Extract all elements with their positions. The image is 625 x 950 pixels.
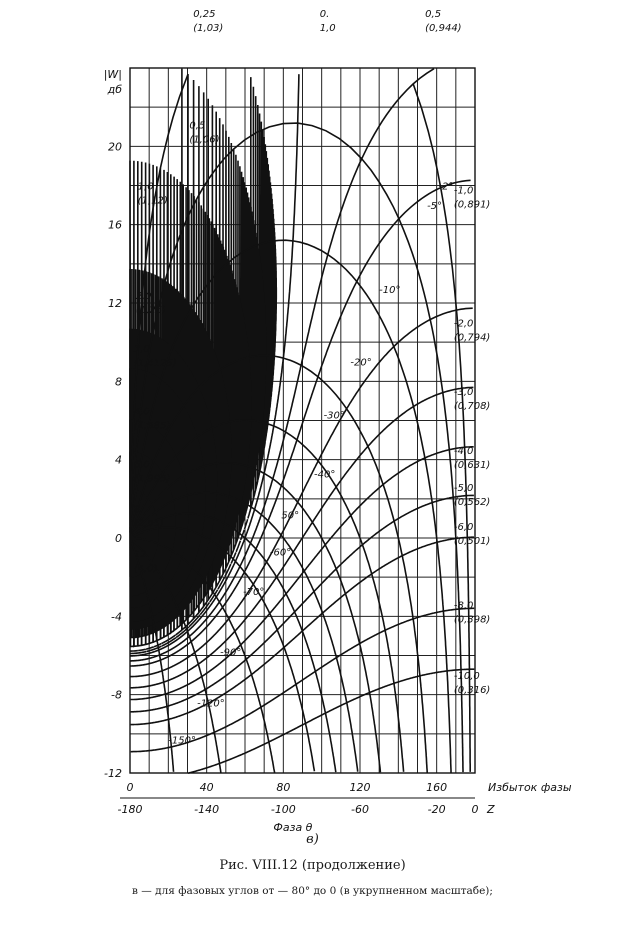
x-phase-tick-label: -140 [194,803,220,816]
magnitude-contour-label: -10,0 [453,671,480,682]
magnitude-contour-label: 8 [133,504,141,516]
phase-contour-label: -70° [243,586,265,598]
magnitude-contour-ratio: (0,316) [453,685,491,696]
magnitude-contour-label: 2,0 [135,291,152,303]
phase-contour-label: -5° [427,201,443,212]
magnitude-contour-label: -8,0 [453,600,474,612]
magnitude-contour-label: -2,0 [453,318,474,330]
x-excess-tick-label: 40 [199,781,214,794]
phase-contour-label: -90° [220,647,242,659]
phase-contour-label: -10° [379,285,401,297]
magnitude-contour-ratio: (0,944) [425,23,462,35]
phase-contour-label: -30° [323,410,345,422]
magnitude-contour-ratio: (1,12) [137,195,168,207]
x-excess-tick-label: 120 [349,781,371,794]
x-phase-tick-label: -20 [427,803,446,816]
figure-title: Рис. VIII.12 (продолжение) [219,858,406,873]
phase-contour-label: -40° [314,469,336,481]
y-axis-title: |W| [103,68,122,81]
magnitude-contour-label: 3,0 [133,343,150,355]
magnitude-contour-ratio: (0,631) [453,459,491,471]
x-phase-tick-label: -100 [270,803,296,816]
y-tick-label: 20 [108,140,122,154]
magnitude-contour-label: 0,25 [193,9,216,21]
magnitude-contour-ratio: 1,0 [319,23,336,35]
magnitude-contour-ratio: (0,398) [453,614,491,626]
phase-contour-label: -120° [197,698,225,710]
magnitude-contour-ratio: (0,891) [453,199,491,211]
x-excess-tick-label: 160 [426,781,448,794]
magnitude-contour-label: -3,0 [453,387,474,399]
magnitude-contour-ratio: (2,51) [133,518,164,530]
phase-contour-label: -150° [168,735,197,747]
magnitude-contour-ratio: (1,995) [133,473,171,485]
magnitude-contour-ratio: (1,03) [193,23,224,35]
magnitude-contour-ratio: (1,26) [135,305,166,317]
y-tick-label: -4 [111,610,122,624]
magnitude-contour-ratio: (1,585) [133,420,171,432]
magnitude-contour-label: 0,5 [425,9,442,21]
magnitude-contour-label: 1,0 [137,181,154,193]
y-tick-label: 0 [115,532,122,545]
magnitude-contour-label: 12 [133,549,147,561]
magnitude-contour-ratio: (0,562) [453,497,491,508]
figure-subtitle: в — для фазовых углов от — 80° до 0 (в укрупненном масштабе); [132,885,493,897]
y-tick-label: 16 [108,218,122,232]
magnitude-contour-ratio: (0,794) [453,332,491,344]
x-phase-tick-label: 0 [471,803,479,816]
magnitude-contour-label: 0. [319,9,330,21]
magnitude-contour-label: 6,0 [133,459,150,471]
magnitude-contour-label: -1,0 [453,185,474,197]
x-phase-axis-title: Фаза θ [273,821,313,834]
magnitude-contour-ratio: (0,708) [453,401,491,413]
magnitude-contour-ratio: (0,501) [453,536,491,548]
y-tick-label: 8 [115,375,122,389]
magnitude-contour-label: 4,0 [133,406,150,418]
magnitude-contour-ratio: (1,4125) [133,357,177,369]
x-excess-tick-label: 0 [126,781,134,794]
phase-contour-label: -60° [269,547,292,559]
z-label: Z [487,803,495,816]
magnitude-contour-label: -6,0 [453,522,474,534]
x-excess-axis-title: Избыток фазы [488,781,572,794]
magnitude-contour-label: 0,5 [189,120,206,132]
magnitude-contour-ratio: (1,06) [189,134,220,146]
y-tick-label: 12 [108,297,122,310]
phase-contour-label: 50° [281,510,300,522]
y-tick-label: 4 [115,453,122,467]
figure-letter: в) [306,832,319,847]
x-phase-tick-label: -60 [351,803,369,816]
phase-contour-label: -2° [438,181,454,193]
y-axis-unit: дб [107,83,122,96]
x-phase-tick-label: -180 [117,803,143,816]
magnitude-contour-label: -4,0 [453,445,474,457]
phase-contour-label: -20° [350,357,372,369]
magnitude-contour-label: -5,0 [453,483,474,494]
x-excess-tick-label: 80 [276,781,291,794]
magnitude-contour-ratio: (4,0) [133,563,158,575]
magnitude-contour [188,669,474,773]
y-tick-label: -12 [104,767,122,780]
y-tick-label: -8 [111,688,122,702]
